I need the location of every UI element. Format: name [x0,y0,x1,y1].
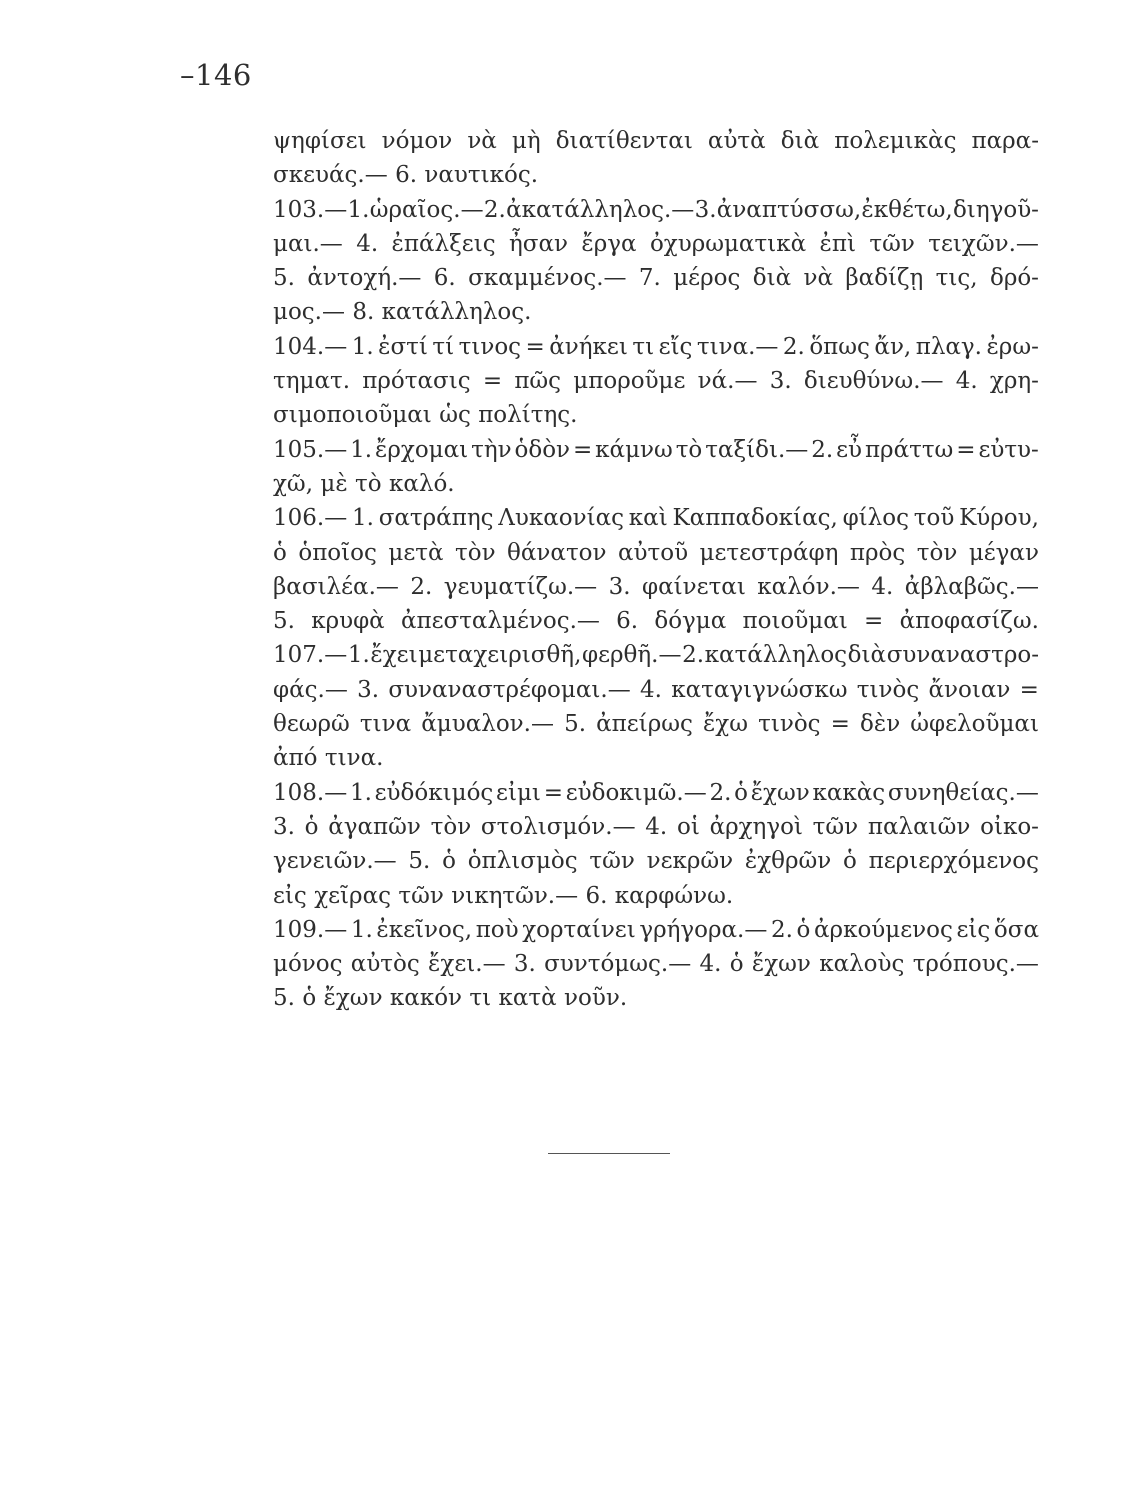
text-line [273,947,1039,981]
word: 6. [433,265,456,292]
word: αὐτὸς [350,951,420,978]
word: διατίθενται [555,128,693,154]
word: διὰ [847,642,887,669]
word: ὀχυρωματικὰ [649,230,807,257]
word: κακόν [389,985,463,1012]
word: = [482,368,503,395]
word: τί [432,333,455,360]
word: 7. [638,265,661,292]
text-line [273,501,1039,535]
text-line [273,604,1039,638]
text-line [273,638,1039,672]
word: πολεμικὰς [834,128,957,154]
word: 2. [410,573,433,600]
text-line [273,981,1039,1015]
word: φάς.— [273,676,348,703]
word: ποὺ [475,916,519,943]
word: δὲν [860,711,901,738]
word: αὐτοῦ [617,539,689,566]
word: στολισμόν.— [480,813,636,840]
word: πράττω [864,436,954,463]
word: ὁ [843,848,857,875]
word: χρη- [989,368,1039,395]
word: ἐπάλξεις [391,230,496,257]
word: καὶ [628,505,668,532]
word: 1. [351,333,374,360]
word: διευθύνω.— [803,368,944,395]
word: ὠφελοῦμαι [910,711,1039,738]
word: ἀπό [273,745,318,772]
word: ἔχων [750,779,810,806]
word: κατάλληλος. [381,299,532,326]
word: 1. [351,505,374,532]
word: παλαιῶν [867,813,971,840]
word: μος.— [273,299,345,326]
word: πλαγ. [915,333,982,360]
word: κρυφὰ [311,608,385,635]
word: θάνατον [507,539,607,566]
word: 4. [699,951,722,978]
word: Καππαδοκίας, [672,505,838,532]
word: 106.— [273,505,348,532]
text-line [273,844,1039,878]
word: συναναστρο- [886,642,1039,669]
word: ὁ [304,813,319,840]
word: 2. [811,436,834,463]
text-line [273,330,1039,364]
word: βασιλέα.— [273,573,399,600]
word: τι [632,333,655,360]
word: καλοὺς [819,951,905,978]
word: μετὰ [388,539,444,566]
word: ἐρω- [986,333,1039,360]
word: καλόν.— [757,573,860,600]
word: Κύρου, [959,505,1039,532]
word: ἀγαπῶν [328,813,421,840]
word: τινος [458,333,522,360]
word: 1. [350,916,373,943]
word: ἐχθρῶν [744,848,832,875]
word: 107.— [273,642,348,669]
word: πρότασις [362,368,471,395]
word: = [864,608,884,635]
text-line [273,467,1039,501]
word: διηγοῦ- [952,196,1039,223]
word: εὐδόκιμός [374,779,494,806]
text-line [273,193,1039,227]
word: μὴ [511,128,541,154]
word: νὰ [803,265,833,292]
word: ὁ [302,985,317,1012]
word: ἀνήκει [549,333,628,360]
word: φερθῆ.— [582,642,682,669]
word: 1. [347,196,370,223]
word: κατὰ [498,985,557,1012]
text-line [273,570,1039,604]
text-line [273,741,1039,775]
word: χῶ, [273,470,314,497]
word: 6. [585,882,608,909]
word: τινα. [324,745,384,772]
word: τῶν [589,848,635,875]
word: ἀντοχή.— [307,265,422,292]
word: 1. [349,779,372,806]
word: ἐκθέτω, [861,196,953,223]
text-line [273,124,1039,158]
word: μεταχειρισθῆ, [418,642,582,669]
word: τινα.— [696,333,779,360]
word: 8. [352,299,375,326]
word: 6. [395,162,418,189]
word: τὸ [675,436,703,463]
word: φίλος [842,505,909,532]
word: νικητῶν.— [451,882,579,909]
word: ἀρχηγοὶ [709,813,803,840]
word: 3. [694,196,717,223]
word: 103.— [273,196,348,223]
word: νοῦν. [564,985,628,1012]
word: συναναστρέφομαι.— [388,676,631,703]
word: γρήγορα.— [639,916,768,943]
word: διὰ [752,265,792,292]
word: αὐτὰ [707,128,766,154]
word: ὁ [796,916,811,943]
word: 1. [347,642,370,669]
word: 2. [483,196,506,223]
word: τινὸς [758,711,821,738]
word: ὁπλισμὸς [467,848,578,875]
word: βαδίζῃ [845,265,924,292]
word: ταξίδι.— [705,436,809,463]
word: ἀπείρως [596,711,693,738]
word: 108.— [273,779,348,806]
word: μποροῦμε [573,368,686,395]
word: ψηφίσει [273,128,367,154]
word: εἰς [273,882,307,909]
text-line [273,227,1039,261]
word: ἔχει.— [428,951,506,978]
word: 1. [350,436,373,463]
text-line [273,398,1039,432]
word: ἀβλαβῶς.— [904,573,1039,600]
word: = [543,779,563,806]
text-line [273,433,1039,467]
word: 3. [273,813,295,840]
word: 5. [408,848,431,875]
text-line [273,295,1039,329]
word: = [572,436,593,463]
text-line [273,879,1039,913]
word: ἔρχομαι [375,436,469,463]
word: τι [469,985,492,1012]
word: ἦσαν [509,230,568,257]
text-line [273,673,1039,707]
word: κατάλληλος [704,642,848,669]
word: διὰ [780,128,820,154]
word: εἴς [658,333,693,360]
word: = [525,333,545,360]
word: μόνος [273,951,343,978]
word: χορταίνει [522,916,636,943]
word: 3. [357,676,380,703]
word: συντόμως.— [544,951,692,978]
word: ἔχω [702,711,748,738]
word: ἔχων [751,951,811,978]
word: παρα- [971,128,1039,154]
word: καλό. [388,470,455,497]
word: τειχῶν.— [928,230,1039,257]
word: 4. [356,230,379,257]
word: 4. [639,676,662,703]
word: σκαμμένος.— [468,265,627,292]
text-line [273,776,1039,810]
text-line [273,364,1039,398]
word: τις, [935,265,978,292]
word: ἔχων [323,985,383,1012]
word: 3. [608,573,631,600]
word: Λυκαονίας [498,505,625,532]
section-end-rule [548,1153,670,1154]
word: εὐτυ- [978,436,1039,463]
word: = [1019,676,1039,703]
word: ὁ [734,779,748,806]
word: συνηθείας.— [887,779,1039,806]
word: τὴν [471,436,512,463]
word: ἐστί [378,333,428,360]
word: εἰμι [496,779,541,806]
text-line [273,261,1039,295]
word: τῶν [869,230,915,257]
word: τοῦ [913,505,955,532]
word: 6. [616,608,639,635]
word: ἀποφασίζω. [899,608,1039,635]
text-line [273,810,1039,844]
word: ὅσα [993,916,1039,943]
word: νά.— [697,368,758,395]
glossary-text [273,124,1039,1016]
word: 5. [273,608,295,635]
word: εἰς [956,916,991,943]
text-line [273,707,1039,741]
word: θεωρῶ [273,711,350,738]
word: ὁποῖος [298,539,377,566]
word: εὐδοκιμῶ.— [565,779,707,806]
word: τὸ [355,470,382,497]
word: ὅπως [809,333,870,360]
word: δρό- [989,265,1039,292]
word: φαίνεται [642,573,746,600]
text-line [273,913,1039,947]
word: μέρος [673,265,741,292]
word: 104.— [273,333,348,360]
word: μαι.— [273,230,343,257]
word: νὰ [467,128,497,154]
word: ἐπὶ [819,230,856,257]
word: τρόπους.— [912,951,1039,978]
word: πρὸς [849,539,906,566]
word: ἀρκούμενος [814,916,953,943]
word: ἀπεσταλμένος.— [400,608,600,635]
word: 4. [871,573,894,600]
word: κακὰς [812,779,886,806]
word: τὸν [455,539,496,566]
word: 2. [782,333,805,360]
word: πολίτης. [478,402,578,429]
text-line [273,536,1039,570]
word: ὁ [273,539,287,566]
word: ναυτικός. [424,162,539,189]
word: ὁ [442,848,456,875]
word: ἀναπτύσσω, [716,196,862,223]
word: μετεστράφη [699,539,839,566]
word: ἀκατάλληλος.— [506,196,695,223]
word: χεῖρας [314,882,391,909]
word: ἄν, [874,333,912,360]
word: εὖ [836,436,863,463]
word: νεκρῶν [646,848,734,875]
word: 2. [682,642,705,669]
word: ὡραῖος.— [369,196,484,223]
word: τὸν [430,813,472,840]
word: 4. [955,368,978,395]
word: τηματ. [273,368,351,395]
word: ἄνοιαν [928,676,1011,703]
word: τῶν [812,813,859,840]
word: ὁ [729,951,744,978]
word: τὸν [916,539,958,566]
word: πῶς [514,368,562,395]
word: 4. [645,813,668,840]
word: ἄμυαλον.— [421,711,554,738]
word: δόγμα [654,608,727,635]
word: σιμοποιοῦμαι [273,402,432,429]
word: σκευάς.— [273,162,388,189]
word: = [830,711,850,738]
word: 109.— [273,916,348,943]
word: σατράπης [378,505,494,532]
word: περιερχόμενος [868,848,1039,875]
word: 105.— [273,436,348,463]
word: τινὸς [856,676,920,703]
word: γενειῶν.— [273,848,397,875]
word: καρφώνω. [614,882,734,909]
page-number: –146 [180,58,252,92]
word: ποιοῦμαι [742,608,848,635]
text-line [273,158,1039,192]
word: 2. [770,916,793,943]
word: 5. [273,985,295,1012]
word: 5. [564,711,587,738]
word: μέγαν [968,539,1039,566]
word: καταγιγνώσκω [671,676,848,703]
word: ἔργα [581,230,637,257]
word: 2. [709,779,732,806]
word: τῶν [398,882,444,909]
word: τινα [359,711,412,738]
word: νόμον [381,128,453,154]
word: οἰκο- [980,813,1039,840]
word: γευματίζω.— [443,573,598,600]
word: κάμνω [595,436,673,463]
word: ἐκεῖνος, [376,916,473,943]
word: 5. [273,265,295,292]
word: μὲ [320,470,348,497]
word: = [956,436,976,463]
word: ὁδὸν [514,436,571,463]
word: οἱ [676,813,700,840]
word: 3. [513,951,536,978]
word: 3. [769,368,792,395]
word: ἔχει [370,642,418,669]
word: ὡς [439,402,471,429]
